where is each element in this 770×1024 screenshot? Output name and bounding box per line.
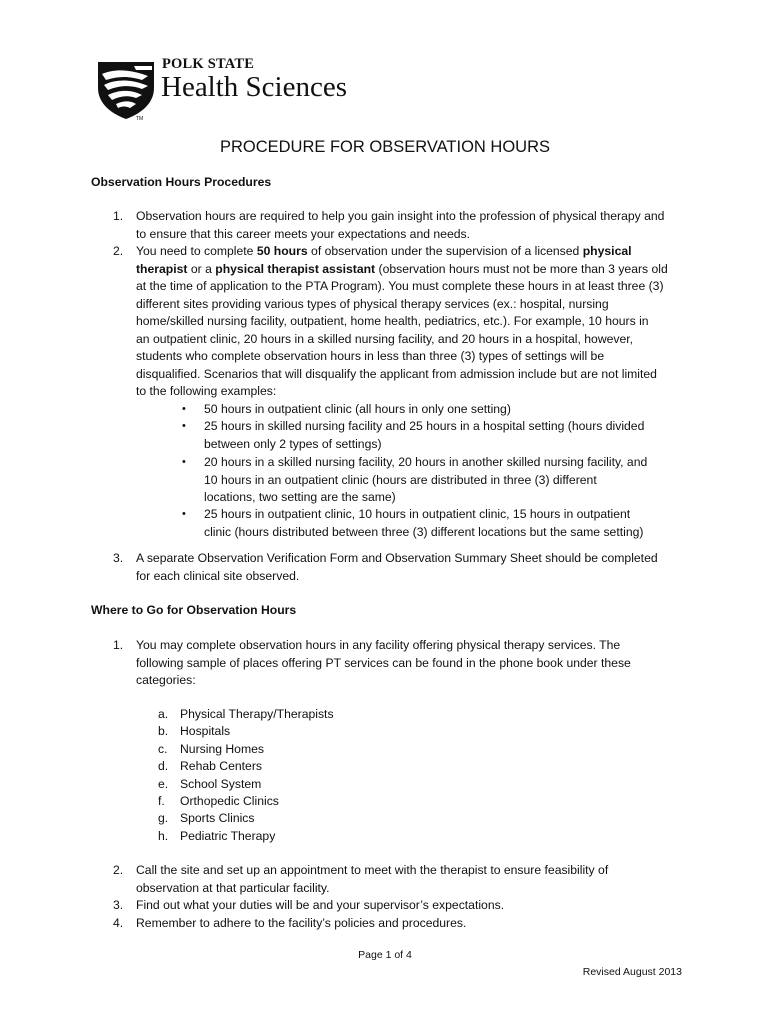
item-text-line: disqualified. Scenarios that will disqualify the applicant from admission include but are not limited xyxy=(136,366,657,381)
bullet-text-line: between only 2 types of settings) xyxy=(204,436,382,451)
category-letter: g. xyxy=(158,811,169,825)
logo-trademark: TM xyxy=(136,116,144,122)
category-text: Pediatric Therapy xyxy=(180,829,276,843)
document-title: PROCEDURE FOR OBSERVATION HOURS xyxy=(219,138,551,156)
page-number: Page 1 of 4 xyxy=(358,949,412,961)
item-number: 3. xyxy=(113,898,124,912)
bullet-text-line: 25 hours in skilled nursing facility and 25 hours in a hospital setting (hours divided xyxy=(204,419,645,433)
category-letter: b. xyxy=(158,724,169,738)
category-text: School System xyxy=(180,777,262,791)
category-text: Orthopedic Clinics xyxy=(180,794,279,808)
category-text: Nursing Homes xyxy=(180,742,264,756)
category-text: Hospitals xyxy=(180,724,231,738)
polk-state-logo xyxy=(96,56,396,126)
item-text-line: to the following examples: xyxy=(136,384,277,398)
revision-date: Revised August 2013 xyxy=(582,966,682,978)
item-number: 2. xyxy=(113,244,124,258)
item-text-line: Observation hours are required to help you gain insight into the profession of physical therapy and xyxy=(136,209,665,223)
item-number: 3. xyxy=(113,551,124,565)
category-letter: e. xyxy=(158,777,169,791)
bullet-icon: • xyxy=(182,420,186,432)
category-letter: a. xyxy=(158,707,169,721)
category-text: Sports Clinics xyxy=(180,811,255,825)
item-number: 4. xyxy=(113,916,124,930)
item-text-line: to ensure that this career meets your expectations and needs. xyxy=(136,226,470,241)
eagle-shield-icon xyxy=(96,58,156,120)
item-number: 1. xyxy=(113,209,124,223)
item-text-line: for each clinical site observed. xyxy=(136,568,300,583)
item-text-line: observation at that particular facility. xyxy=(136,880,330,895)
item-number: 2. xyxy=(113,863,124,877)
bullet-text-line: clinic (hours distributed between three (3) different locations but the same setting) xyxy=(204,524,644,539)
bullet-icon: • xyxy=(182,508,186,520)
bullet-text-line: 20 hours in a skilled nursing facility, 20 hours in another skilled nursing facility, and xyxy=(204,455,648,469)
section-heading-procedures: Observation Hours Procedures xyxy=(91,175,272,189)
logo-top-text: POLK STATE xyxy=(162,56,255,72)
bullet-text-line: 25 hours in outpatient clinic, 10 hours in outpatient clinic, 15 hours in outpatient xyxy=(204,507,631,521)
item-text-line: an outpatient clinic, 20 hours in a skilled nursing facility, and 20 hours in a hospital, however, xyxy=(136,331,634,346)
item-number: 1. xyxy=(113,638,124,652)
bullet-text-line: 10 hours in an outpatient clinic (hours are distributed in three (3) different xyxy=(204,472,597,487)
bullet-text-line: locations, two setting are the same) xyxy=(204,490,396,504)
item-text-line: Call the site and set up an appointment to meet with the therapist to ensure feasibility of xyxy=(136,863,609,877)
bullet-icon: • xyxy=(182,456,186,468)
item-text-line: You may complete observation hours in any facility offering physical therapy services. The xyxy=(136,638,621,652)
item-text-line: Find out what your duties will be and your supervisor’s expectations. xyxy=(136,898,505,912)
item-text-line: therapist or a physical therapist assistant (observation hours must not be more than 3 years old xyxy=(136,261,668,276)
category-letter: d. xyxy=(158,759,169,773)
item-text-line: You need to complete 50 hours of observation under the supervision of a licensed physical xyxy=(136,244,632,258)
item-text-line: home/skilled nursing facility, outpatient, home health, pediatrics, etc.). For example, 10 hours in xyxy=(136,314,649,328)
item-text-line: categories: xyxy=(136,673,196,687)
bullet-icon: • xyxy=(182,403,186,415)
category-text: Rehab Centers xyxy=(180,759,262,773)
category-letter: c. xyxy=(158,742,168,756)
item-text-line: different sites providing various types of physical therapy services (ex.: hospital, nursing xyxy=(136,296,609,311)
category-text: Physical Therapy/Therapists xyxy=(180,707,334,721)
bullet-text-line: 50 hours in outpatient clinic (all hours in only one setting) xyxy=(204,402,511,416)
item-text-line: Remember to adhere to the facility’s policies and procedures. xyxy=(136,916,467,930)
category-letter: h. xyxy=(158,829,169,843)
section-heading-where-to-go: Where to Go for Observation Hours xyxy=(91,603,297,617)
item-text-line: A separate Observation Verification Form and Observation Summary Sheet should be completed xyxy=(136,551,658,565)
category-letter: f. xyxy=(158,794,165,808)
logo-main-text: Health Sciences xyxy=(161,71,348,103)
item-text-line: at the time of application to the PTA Program). You must complete these hours in at least three (3) xyxy=(136,279,664,293)
item-text-line: following sample of places offering PT services can be found in the phone book under these xyxy=(136,655,631,670)
item-text-line: students who complete observation hours in less than three (3) types of settings will be xyxy=(136,349,605,363)
